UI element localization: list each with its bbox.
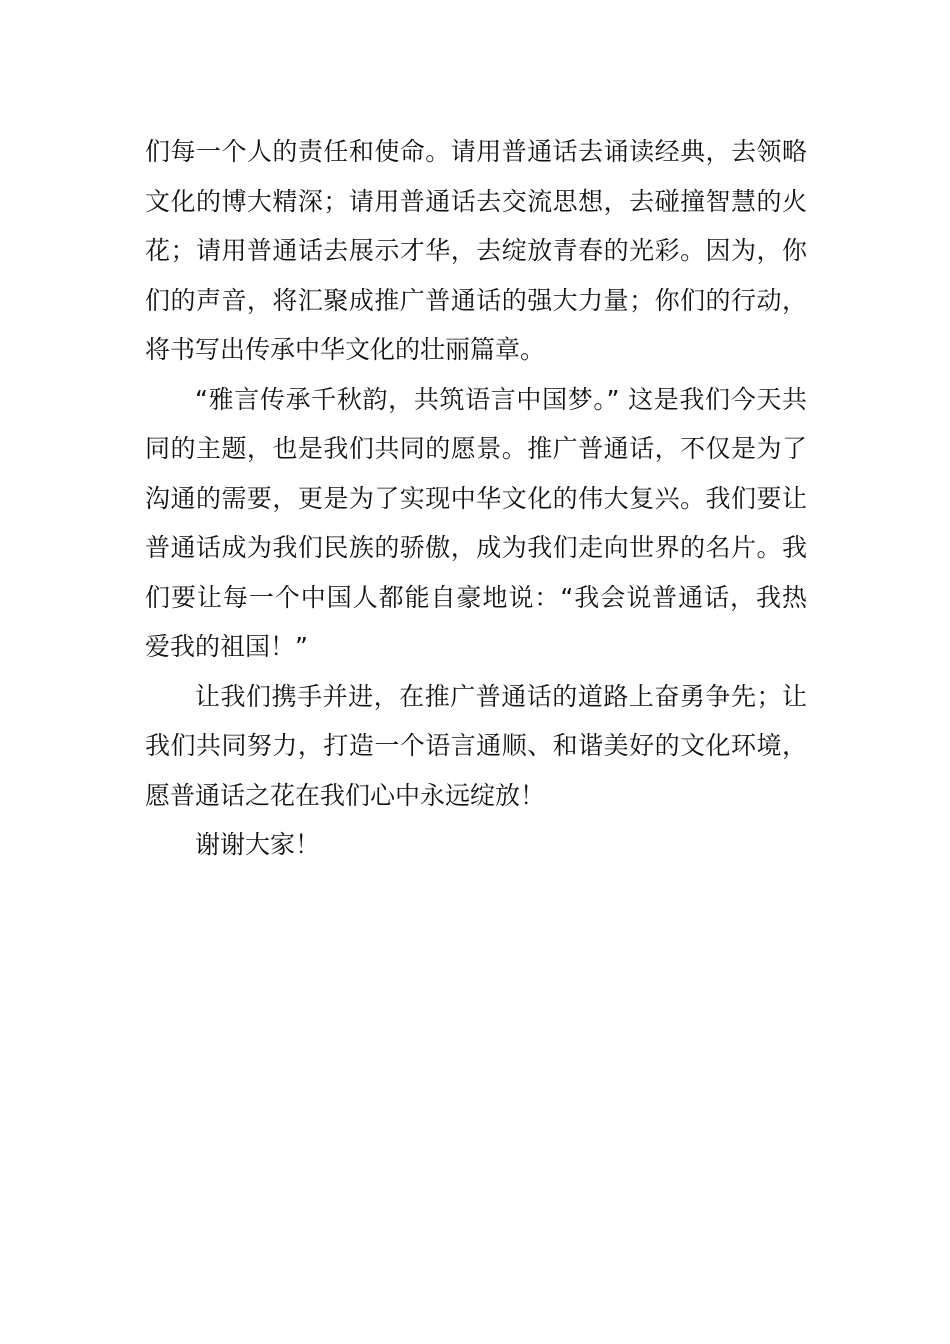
paragraph-call-to-action: 让我们携手并进，在推广普通话的道路上奋勇争先；让我们共同努力，打造一个语言通顺、和谐美好的文化环境， 愿普通话之花在我们心中永远绽放！ <box>145 681 807 810</box>
paragraph-theme: “雅言传承千秋韵，共筑语言中国梦。” 这是我们今天共同的主题，也是我们共同的愿景。推广普通话，不仅是为了沟通的需要，更是为了实现中华文化的伟大复兴。我们要让普通话成为我们民族的骄傲，成为我们走向世界的名片。我们要让每一个中国人都能自豪地说：“我会说普通话，我热爱我的祖国！” <box>145 384 807 661</box>
paragraph-continuation: 们每一个人的责任和使命。请用普通话去诵读经典，去领略文化的博大精深；请用普通话去交流思想，去碰撞智慧的火花；请用普通话去展示才华，去绽放青春的光彩。因为，你们的声音，将汇聚成推广普通话的强大力量；你们的行动，将书写出传承中华文化的壮丽篇章。 <box>145 137 807 364</box>
paragraph-closing: 谢谢大家！ <box>195 830 321 859</box>
speech-text <box>145 127 807 870</box>
